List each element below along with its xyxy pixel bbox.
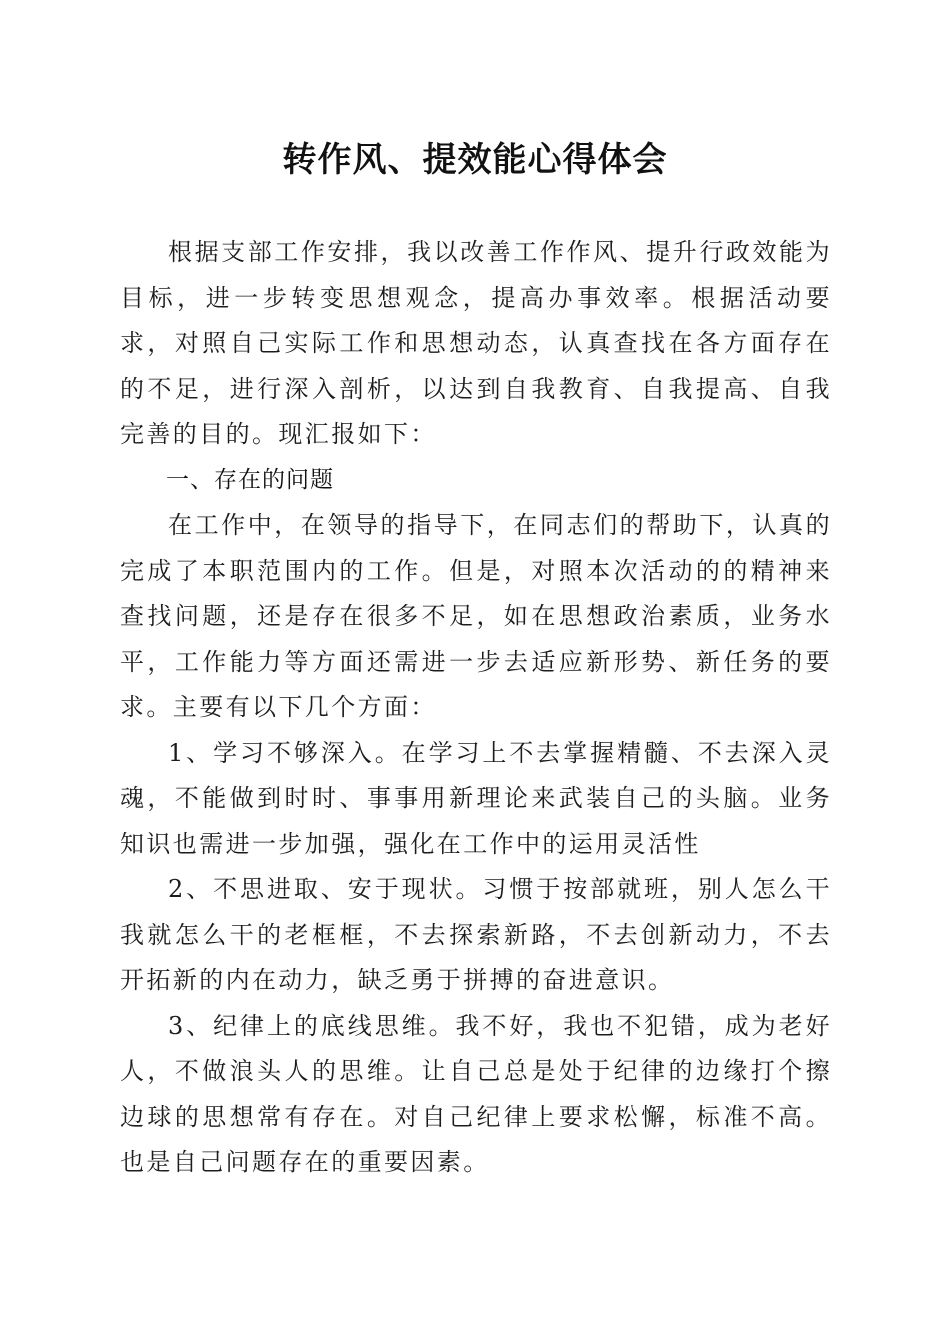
problem-item-1: 1、学习不够深入。在学习上不去掌握精髓、不去深入灵魂，不能做到时时、事事用新理论来武装自己的头脑。业务知识也需进一步加强，强化在工作中的运用灵活性 bbox=[120, 738, 832, 858]
document-body bbox=[120, 230, 832, 1186]
problem-item-3: 3、纪律上的底线思维。我不好，我也不犯错，成为老好人，不做浪头人的思维。让自己总是处于纪律的边缘打个擦边球的思想常有存在。对自己纪律上要求松懈，标准不高。也是自己问题存在的重要因素。 bbox=[120, 1011, 832, 1176]
document-title: 转作风、提效能心得体会 bbox=[282, 140, 668, 180]
intro-paragraph: 根据支部工作安排，我以改善工作作风、提升行政效能为目标，进一步转变思想观念，提高办事效率。根据活动要求，对照自己实际工作和思想动态，认真查找在各方面存在的不足，进行深入剖析，以达到自我教育、自我提高、自我完善的目的。现汇报如下： bbox=[120, 238, 832, 448]
section-intro-paragraph: 在工作中，在领导的指导下，在同志们的帮助下，认真的完成了本职范围内的工作。但是，对照本次活动的的精神来查找问题，还是存在很多不足，如在思想政治素质，业务水平，工作能力等方面还需进一步去适应新形势、新任务的要求。主要有以下几个方面： bbox=[120, 511, 832, 721]
problem-item-2: 2、不思进取、安于现状。习惯于按部就班，别人怎么干我就怎么干的老框框，不去探索新路，不去创新动力，不去开拓新的内在动力，缺乏勇于拼搏的奋进意识。 bbox=[120, 875, 832, 994]
section-heading-problems: 一、存在的问题 bbox=[166, 466, 334, 493]
